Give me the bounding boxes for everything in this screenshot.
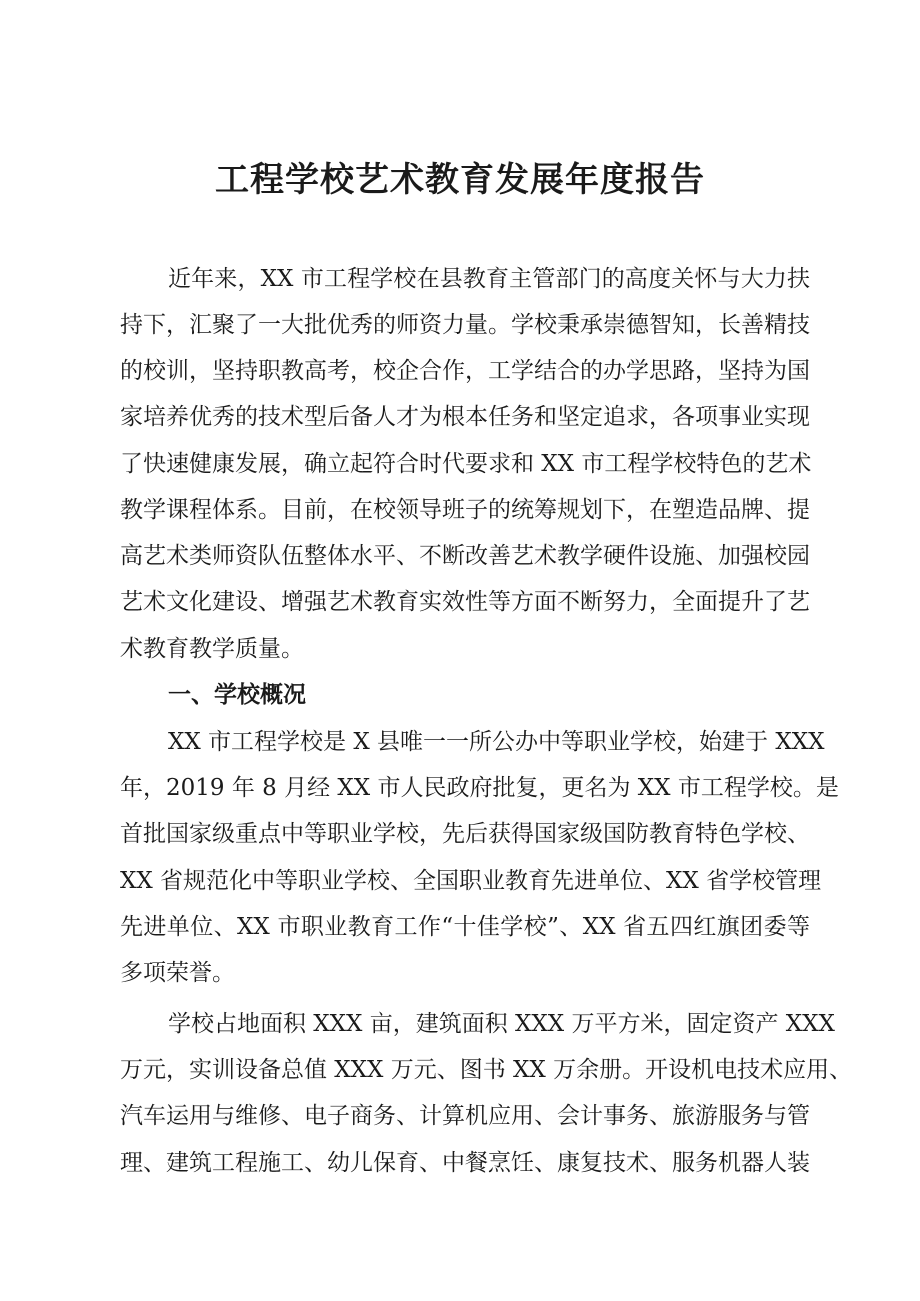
intro-line: 持下，汇聚了一大批优秀的师资力量。学校秉承崇德智知，长善精技: [120, 312, 810, 338]
section-heading: 一、学校概况: [168, 682, 306, 708]
intro-line: 高艺术类师资队伍整体水平、不断改善艺术教学硬件设施、加强校园: [120, 543, 810, 569]
section1-para1-line: XX 省规范化中等职业学校、全国职业教育先进单位、XX 省学校管理: [120, 868, 822, 894]
intro-line: 教学课程体系。目前，在校领导班子的统筹规划下，在塑造品牌、提: [120, 497, 810, 523]
section1-para1-line: 年，2019 年 8 月经 XX 市人民政府批复，更名为 XX 市工程学校。是: [120, 775, 839, 801]
intro-line: 家培养优秀的技术型后备人才为根本任务和坚定追求，各项事业实现: [120, 404, 810, 430]
document-title: 工程学校艺术教育发展年度报告: [215, 160, 705, 200]
intro-line: 了快速健康发展，确立起符合时代要求和 XX 市工程学校特色的艺术: [120, 451, 812, 477]
section1-para2-line: 万元，实训设备总值 XXX 万元、图书 XX 万余册。开设机电技术应用、: [120, 1057, 853, 1083]
intro-line: 术教育教学质量。: [120, 636, 304, 662]
intro-line: 近年来，XX 市工程学校在县教育主管部门的高度关怀与大力扶: [168, 266, 810, 292]
intro-line: 的校训，坚持职教高考，校企合作，工学结合的办学思路，坚持为国: [120, 358, 810, 384]
section1-para1-line: 先进单位、XX 市职业教育工作“十佳学校”、XX 省五四红旗团委等: [120, 914, 810, 940]
section1-para1-line: 多项荣誉。: [120, 960, 235, 986]
intro-line: 艺术文化建设、增强艺术教育实效性等方面不断努力，全面提升了艺: [120, 589, 810, 615]
section1-para1-line: XX 市工程学校是 X 县唯一一所公办中等职业学校，始建于 XXX: [168, 729, 825, 755]
section1-para1-line: 首批国家级重点中等职业学校，先后获得国家级国防教育特色学校、: [120, 821, 810, 847]
section1-para2-line: 学校占地面积 XXX 亩，建筑面积 XXX 万平方米，固定资产 XXX: [168, 1011, 835, 1037]
section1-para2-line: 汽车运用与维修、电子商务、计算机应用、会计事务、旅游服务与管: [120, 1103, 810, 1129]
section1-para2-line: 理、建筑工程施工、幼儿保育、中餐烹饪、康复技术、服务机器人装: [120, 1150, 810, 1176]
